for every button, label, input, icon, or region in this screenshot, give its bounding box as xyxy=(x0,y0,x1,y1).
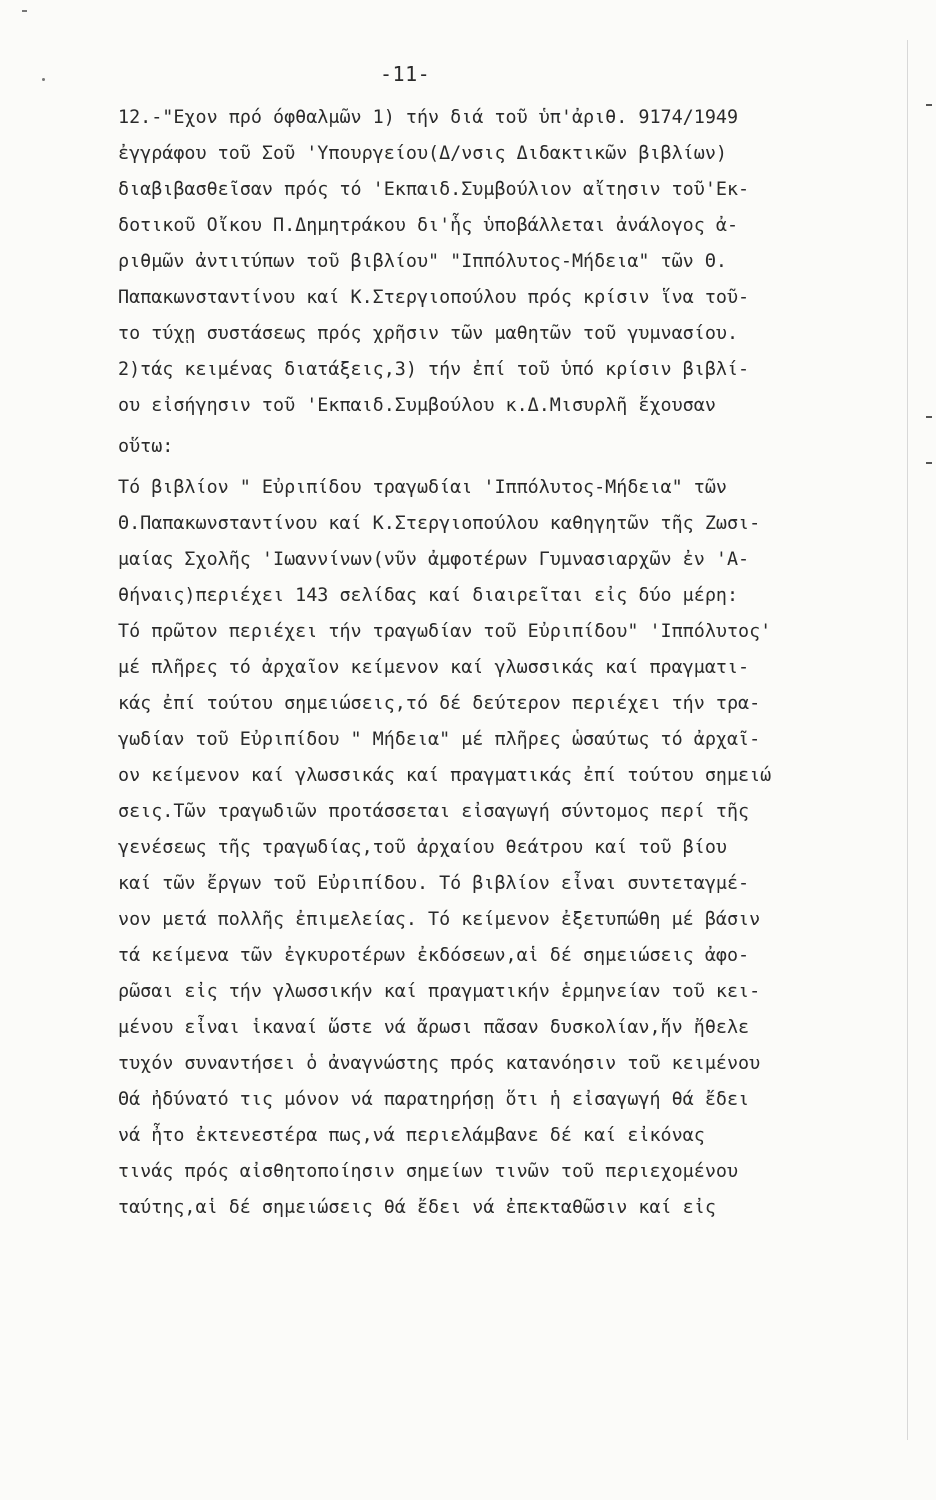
text-line: Τό βιβλίον " Εὐριπίδου τραγωδίαι 'Ιππόλυτος-Μήδεια" τῶν xyxy=(118,477,727,498)
text-line: τυχόν συναντήσει ὁ ἀναγνώστης πρός κατανόησιν τοῦ κειμένου xyxy=(118,1053,761,1074)
text-line: ταύτης,αἱ δέ σημειώσεις θά ἔδει νά ἐπεκταθῶσιν καί εἰς xyxy=(118,1197,716,1218)
text-line: Θ.Παπακωνσταντίνου καί Κ.Στεργιοπούλου καθηγητῶν τῆς Ζωσι- xyxy=(118,513,761,534)
text-line: δοτικοῦ Οἴκου Π.Δημητράκου δι'ἧς ὑποβάλλεται ἀνάλογος ἀ- xyxy=(118,215,739,236)
text-line: ἐγγράφου τοῦ Σοῦ 'Υπουργείου(Δ/νσις Διδακτικῶν βιβλίων) xyxy=(118,143,727,164)
margin-tick xyxy=(926,462,932,464)
text-line: τά κείμενα τῶν ἐγκυροτέρων ἐκδόσεων,αἱ δέ σημειώσεις ἀφο- xyxy=(118,945,750,966)
text-line: θήναις)περιέχει 143 σελίδας καί διαιρεῖται εἰς δύο μέρη: xyxy=(118,585,739,606)
margin-tick xyxy=(926,416,932,418)
text-line: μαίας Σχολῆς 'Ιωαννίνων(νῦν ἀμφοτέρων Γυμνασιαρχῶν ἐν 'Α- xyxy=(118,549,750,570)
scan-dot xyxy=(42,78,45,81)
text-line: γωδίαν τοῦ Εὐριπίδου " Μήδεια" μέ πλῆρες ὡσαύτως τό ἀρχαῖ- xyxy=(118,729,761,750)
text-line: σεις.Τῶν τραγωδιῶν προτάσσεται εἰσαγωγή σύντομος περί τῆς xyxy=(118,801,750,822)
scan-mark xyxy=(22,10,27,12)
text-line: το τύχῃ συστάσεως πρός χρῆσιν τῶν μαθητῶν τοῦ γυμνασίου. xyxy=(118,323,739,344)
text-line: Τό πρῶτον περιέχει τήν τραγωδίαν τοῦ Εὐριπίδου" 'Ιππόλυτος' xyxy=(118,621,772,642)
body-text xyxy=(118,100,908,1226)
text-line: τινάς πρός αἰσθητοποίησιν σημείων τινῶν τοῦ περιεχομένου xyxy=(118,1161,739,1182)
text-line: 2)τάς κειμένας διατάξεις,3) τήν ἐπί τοῦ ὑπό κρίσιν βιβλί- xyxy=(118,359,750,380)
text-line: Θά ἠδύνατό τις μόνον νά παρατηρήσῃ ὅτι ἡ εἰσαγωγή θά ἔδει xyxy=(118,1089,750,1110)
text-line: διαβιβασθεῖσαν πρός τό 'Εκπαιδ.Συμβούλιον αἴτησιν τοῦ'Εκ- xyxy=(118,179,750,200)
text-line: γενέσεως τῆς τραγωδίας,τοῦ ἀρχαίου θεάτρου καί τοῦ βίου xyxy=(118,837,727,858)
text-line: μέ πλῆρες τό ἀρχαῖον κείμενον καί γλωσσικάς καί πραγματι- xyxy=(118,657,750,678)
text-line: Παπακωνσταντίνου καί Κ.Στεργιοπούλου πρός κρίσιν ἵνα τοῦ- xyxy=(118,287,750,308)
text-line: ον κείμενον καί γλωσσικάς καί πραγματικάς ἐπί τούτου σημειώ xyxy=(118,765,772,786)
text-line: μένου εἶναι ἱκαναί ὥστε νά ἄρωσι πᾶσαν δυσκολίαν,ἥν ἤθελε xyxy=(118,1017,750,1038)
text-line: 12.-"Εχον πρό όφθαλμῶν 1) τήν διά τοῦ ὑπ'ἀριθ. 9174/1949 xyxy=(118,107,739,128)
text-line: οὕτω: xyxy=(118,436,174,457)
text-line: ρῶσαι εἰς τήν γλωσσικήν καί πραγματικήν ἑρμηνείαν τοῦ κει- xyxy=(118,981,761,1002)
text-line: νον μετά πολλῆς ἐπιμελείας. Τό κείμενον ἐξετυπώθη μέ βάσιν xyxy=(118,909,761,930)
page-number: -11- xyxy=(380,62,431,86)
text-line: ου εἰσήγησιν τοῦ 'Εκπαιδ.Συμβούλου κ.Δ.Μισυρλῆ ἔχουσαν xyxy=(118,395,716,416)
margin-tick xyxy=(926,104,932,106)
text-line: ριθμῶν ἀντιτύπων τοῦ βιβλίου" "Ιππόλυτος-Μήδεια" τῶν Θ. xyxy=(118,251,727,272)
text-line: νά ἦτο ἐκτενεστέρα πως,νά περιελάμβανε δέ καί εἰκόνας xyxy=(118,1125,705,1146)
text-line: κάς ἐπί τούτου σημειώσεις,τό δέ δεύτερον περιέχει τήν τρα- xyxy=(118,693,761,714)
text-line: καί τῶν ἔργων τοῦ Εὐριπίδου. Τό βιβλίον εἶναι συντεταγμέ- xyxy=(118,873,750,894)
